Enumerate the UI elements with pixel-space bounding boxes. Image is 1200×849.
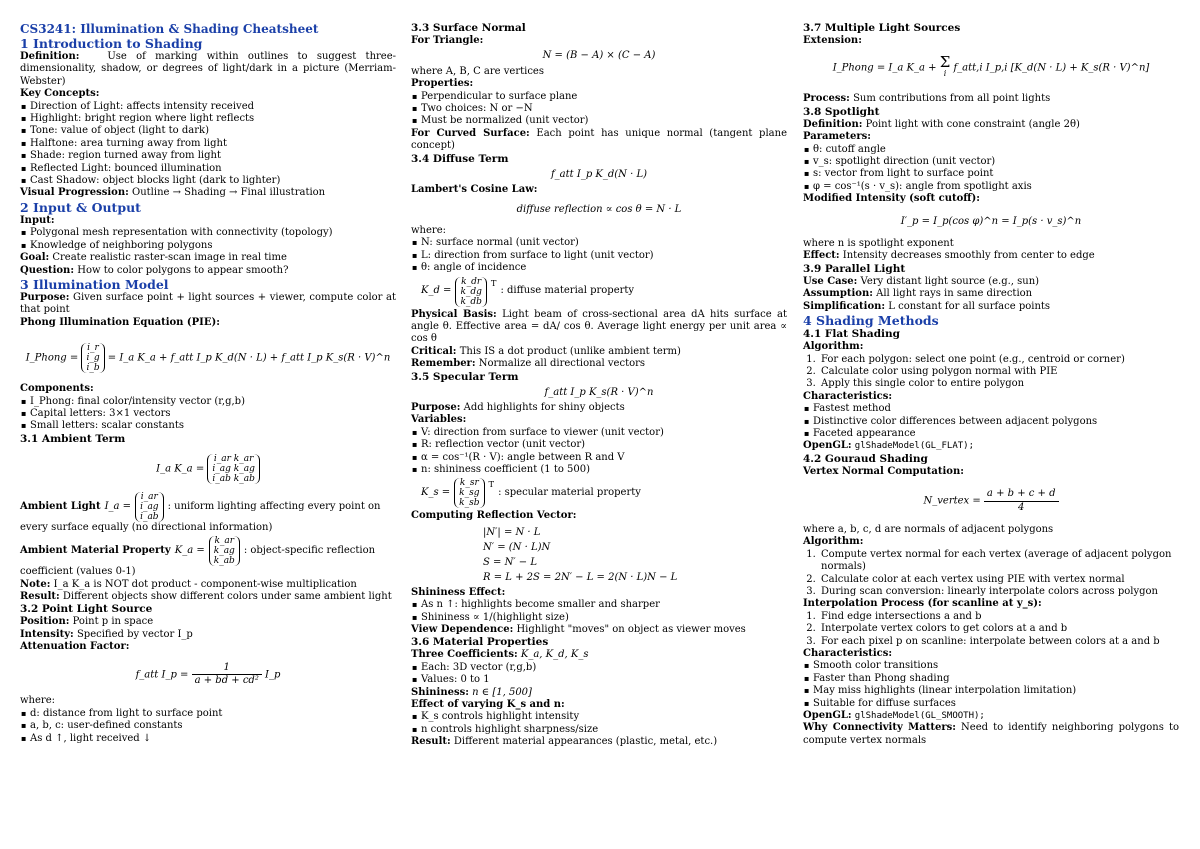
label: Input:: [20, 214, 55, 226]
paragraph: Simplification: L constant for all surface points: [803, 300, 1051, 312]
paragraph: coefficient (values 0-1): [20, 566, 136, 578]
equation-specular: f_att I_p K_s(R · V)^n: [544, 386, 654, 398]
list-item: ▪ v_s: spotlight direction (unit vector): [813, 156, 1179, 168]
list-item: 3. For each pixel p on scanline: interpolate between colors at a and b: [819, 636, 1179, 648]
matrix: [207, 454, 259, 484]
list-item: ▪ Highlight: bright region where light reflects: [30, 113, 396, 125]
subsection-heading: 3.5 Specular Term: [411, 370, 519, 383]
numbered-list: [803, 611, 1179, 648]
equation-line: S = N′ − L: [483, 556, 537, 568]
matrix-entry: k_sr: [459, 478, 479, 489]
list-item: ▪ n controls highlight sharpness/size: [421, 724, 787, 736]
label: Modified Intensity (soft cutoff):: [803, 193, 980, 205]
list-item: ▪ a, b, c: user-defined constants: [30, 720, 396, 732]
equation-normal: N = (B − A) × (C − A): [542, 50, 656, 62]
matrix-entry: k_ar: [214, 536, 235, 547]
label: Parameters:: [803, 131, 871, 143]
label: Algorithm:: [803, 536, 864, 548]
list-item: 2. Calculate color at each vertex using PIE with vertex normal: [819, 574, 1179, 586]
bullet-list: [411, 662, 787, 687]
paragraph: Visual Progression: Outline → Shading → Final illustration: [20, 187, 326, 199]
label: Components:: [20, 383, 94, 395]
matrix: [455, 277, 486, 307]
label: Characteristics:: [803, 648, 893, 660]
subsection-heading: 3.4 Diffuse Term: [411, 152, 509, 165]
matrix-entry: k_dg: [460, 286, 482, 297]
paragraph: every surface equally (no directional information): [20, 521, 273, 533]
matrix-entry: i_ag k_ag: [212, 463, 255, 474]
bullet-list: [803, 144, 1179, 194]
paragraph: Ambient Material Property K_a = k_ar k_ag k_ab : object-specific reflection: [20, 536, 376, 567]
list-item: 2. Calculate color using polygon normal with PIE: [819, 366, 1179, 378]
kd-definition: K_d = k_dr k_dg k_db $^T$ : diffuse material property: [421, 276, 635, 307]
paragraph: Three Coefficients: K_a, K_d, K_s: [411, 649, 589, 661]
subsection-heading: 4.2 Gouraud Shading: [803, 452, 928, 465]
equation-spotlight: I′_p = I_p(cos φ)^n = I_p(s · v_s)^n: [900, 215, 1082, 227]
list-item: ▪ N: surface normal (unit vector): [421, 237, 787, 249]
paragraph: Result: Different material appearances (plastic, metal, etc.): [411, 736, 718, 748]
paragraph: Process: Sum contributions from all point lights: [803, 93, 1051, 105]
list-item: 3. During scan conversion: linearly interpolate colors across polygon: [819, 586, 1179, 598]
matrix-entry: k_ab: [213, 556, 235, 567]
list-item: ▪ Suitable for diffuse surfaces: [813, 698, 1179, 710]
equation-ambient: I_a K_a = i_ar k_ar i_ag k_ag i_ab k_ab: [20, 454, 396, 484]
list-item: ▪ Distinctive color differences between adjacent polygons: [813, 416, 1179, 428]
list-item: ▪ As n ↑: highlights become smaller and sharper: [421, 599, 787, 611]
equation-multiple-lights: I_Phong = I_a K_a + Σ i f_att,i I_p,i [K_d(N · L) + K_s(R · V)^n]: [832, 53, 1150, 79]
numbered-list: [803, 549, 1179, 599]
list-item: ▪ s: vector from light to surface point: [813, 168, 1179, 180]
matrix-entry: k_sb: [459, 498, 480, 509]
equation-block-reflection: [411, 525, 787, 585]
label: Computing Reflection Vector:: [411, 510, 577, 522]
matrix-entry: i_b: [86, 363, 100, 374]
list-item: ▪ Must be normalized (unit vector): [421, 115, 787, 127]
paragraph: Purpose: Given surface point + light sources + viewer, compute color at that point: [20, 291, 396, 316]
bullet-list: [411, 599, 787, 624]
matrix: [209, 536, 240, 566]
column-2: [411, 22, 787, 749]
paragraph: Goal: Create realistic raster-scan image in real time: [20, 252, 287, 264]
document-title: CS3241: Illumination & Shading Cheatsheet: [20, 22, 319, 36]
equation-line: |N′| = N · L: [483, 526, 541, 538]
matrix-entry: k_ag: [213, 546, 235, 557]
bullet-list: [803, 660, 1179, 710]
bullet-list: [20, 227, 396, 252]
list-item: ▪ Knowledge of neighboring polygons: [30, 240, 396, 252]
matrix-entry: k_db: [460, 296, 482, 307]
label: Attenuation Factor:: [20, 641, 130, 653]
paragraph: Use Case: Very distant light source (e.g., sun): [803, 275, 1040, 287]
label: Characteristics:: [803, 390, 893, 402]
equation-lambert: diffuse reflection ∝ cos θ = N · L: [516, 204, 682, 216]
label: where:: [411, 224, 446, 236]
label: Variables:: [411, 414, 467, 426]
label: Properties:: [411, 78, 474, 90]
paragraph: Question: How to color polygons to appear smooth?: [20, 264, 289, 276]
list-item: ▪ As d ↑, light received ↓: [30, 733, 396, 745]
list-item: ▪ Smooth color transitions: [813, 660, 1179, 672]
paragraph: Position: Point p in space: [20, 616, 154, 628]
label: Extension:: [803, 35, 862, 46]
list-item: ▪ L: direction from surface to light (unit vector): [421, 250, 787, 262]
equation-attenuation: f_att I_p = $\frac{1}{\text{a + bd + cd²}}$ I_p: [135, 661, 281, 686]
bullet-list: [803, 403, 1179, 440]
paragraph: Remember: Normalize all directional vectors: [411, 358, 646, 370]
list-item: ▪ Polygonal mesh representation with connectivity (topology): [30, 227, 396, 239]
paragraph: View Dependence: Highlight "moves" on object as viewer moves: [411, 624, 746, 635]
list-item: ▪ Two choices: N or −N: [421, 103, 787, 115]
paragraph: where n is spotlight exponent: [803, 238, 954, 250]
list-item: ▪ Reflected Light: bounced illumination: [30, 163, 396, 175]
matrix-entry: i_ag: [140, 501, 159, 512]
matrix-entry: i_ab k_ab: [212, 473, 255, 484]
equation-diffuse: f_att I_p K_d(N · L): [550, 168, 647, 180]
list-item: 2. Interpolate vertex colors to get colors at a and b: [819, 623, 1179, 635]
paragraph: where a, b, c, d are normals of adjacent polygons: [803, 523, 1054, 535]
paragraph: Critical: This IS a dot product (unlike ambient term): [411, 345, 681, 357]
equation-line: N′ = (N · L)N: [483, 541, 551, 553]
paragraph: Physical Basis: Light beam of cross-sectional area dA hits surface at angle θ. Effective area = dA/ cos θ. Average light energy per unit area ∝ cos θ: [411, 308, 787, 345]
label: Vertex Normal Computation:: [803, 465, 964, 477]
label: Key Concepts:: [20, 88, 100, 100]
matrix: [81, 343, 104, 373]
label: Effect of varying K_s and n:: [411, 699, 565, 711]
bullet-list: [20, 708, 396, 745]
list-item: ▪ Each: 3D vector (r,g,b): [421, 662, 787, 674]
paragraph: Definition: Point light with cone constraint (angle 2θ): [803, 118, 1080, 130]
matrix-entry: i_ar k_ar: [213, 453, 254, 464]
matrix: [454, 478, 484, 508]
section-heading: 3 Illumination Model: [20, 276, 169, 292]
list-item: ▪ Direction of Light: affects intensity received: [30, 101, 396, 113]
label: Algorithm:: [803, 341, 864, 353]
matrix-entry: i_g: [86, 353, 100, 364]
label: Shininess Effect:: [411, 586, 506, 598]
bullet-list: [20, 101, 396, 188]
numbered-list: [803, 354, 1179, 391]
list-item: ▪ Shade: region turned away from light: [30, 150, 396, 162]
bullet-list: [20, 396, 396, 433]
label: Lambert's Cosine Law:: [411, 184, 538, 196]
list-item: ▪ I_Phong: final color/intensity vector (r,g,b): [30, 396, 396, 408]
list-item: ▪ θ: cutoff angle: [813, 144, 1179, 156]
paragraph: Intensity: Specified by vector I_p: [20, 628, 193, 640]
equation-pie: I_Phong = i_r i_g i_b = I_a K_a + f_att I_p K_d(N · L) + f_att I_p K_s(R · V)^n: [25, 343, 391, 374]
column-1: [20, 22, 396, 745]
list-item: ▪ Perpendicular to surface plane: [421, 91, 787, 103]
paragraph: Purpose: Add highlights for shiny objects: [411, 401, 625, 413]
bullet-list: [411, 427, 787, 477]
list-item: ▪ R: reflection vector (unit vector): [421, 439, 787, 451]
paragraph: Effect: Intensity decreases smoothly from center to edge: [803, 250, 1095, 262]
subsection-heading: 3.3 Surface Normal: [411, 22, 526, 34]
subsection-heading: 3.7 Multiple Light Sources: [803, 22, 961, 34]
subsection-heading: 3.1 Ambient Term: [20, 432, 126, 445]
list-item: ▪ φ = cos⁻¹(s · v_s): angle from spotlight axis: [813, 181, 1179, 193]
list-item: ▪ Capital letters: 3×1 vectors: [30, 408, 396, 420]
section-heading: 4 Shading Methods: [803, 313, 939, 329]
subsection-heading: 3.2 Point Light Source: [20, 603, 153, 616]
paragraph: Result: Different objects show different colors under same ambient light: [20, 590, 392, 602]
label: Interpolation Process (for scanline at y_s):: [803, 598, 1042, 610]
list-item: ▪ May miss highlights (linear interpolation limitation): [813, 685, 1179, 697]
matrix-entry: k_dr: [461, 276, 482, 287]
paragraph: where A, B, C are vertices: [411, 65, 544, 77]
list-item: ▪ Cast Shadow: object blocks light (dark to lighter): [30, 175, 396, 187]
column-3: [803, 22, 1179, 747]
matrix-entry: i_ab: [140, 511, 159, 522]
list-item: ▪ Small letters: scalar constants: [30, 420, 396, 432]
paragraph: Ambient Light I_a = i_ar i_ag i_ab : uniform lighting affecting every point on: [20, 491, 381, 522]
bullet-list: [411, 237, 787, 274]
subsection-heading: 4.1 Flat Shading: [803, 328, 901, 341]
label: where:: [20, 695, 55, 707]
list-item: ▪ Shininess ∝ 1/(highlight size): [421, 612, 787, 624]
paragraph: Note: I_a K_a is NOT dot product - component-wise multiplication: [20, 578, 357, 590]
matrix-entry: i_r: [87, 343, 99, 354]
list-item: ▪ V: direction from surface to viewer (unit vector): [421, 427, 787, 439]
matrix-entry: k_sg: [459, 488, 480, 499]
label: For Triangle:: [411, 35, 484, 46]
list-item: ▪ K_s controls highlight intensity: [421, 711, 787, 723]
paragraph: Shininess: n ∈ [1, 500]: [411, 686, 532, 698]
list-item: ▪ d: distance from light to surface point: [30, 708, 396, 720]
list-item: ▪ Faster than Phong shading: [813, 673, 1179, 685]
subsection-heading: 3.9 Parallel Light: [803, 262, 906, 275]
list-item: 3. Apply this single color to entire polygon: [819, 378, 1179, 390]
list-item: ▪ Tone: value of object (light to dark): [30, 125, 396, 137]
list-item: ▪ Values: 0 to 1: [421, 674, 787, 686]
section-heading: 1 Introduction to Shading: [20, 36, 203, 51]
paragraph: Why Connectivity Matters: Need to identify neighboring polygons to compute vertex normals: [803, 722, 1180, 746]
list-item: ▪ θ: angle of incidence: [421, 262, 787, 274]
equation-line: R = L + 2S = 2N′ − L = 2(N · L)N − L: [483, 571, 678, 583]
list-item: ▪ Fastest method: [813, 403, 1179, 415]
paragraph: OpenGL: glShadeModel(GL_SMOOTH);: [803, 710, 985, 722]
paragraph: For Curved Surface: Each point has unique normal (tangent plane concept): [411, 127, 787, 152]
paragraph: Assumption: All light rays in same direction: [803, 288, 1033, 300]
paragraph: Definition: Use of marking within outlines to suggest three-dimensionality, shadow, or degrees of light/dark in a picture (Merriam-Webster): [20, 51, 396, 87]
list-item: ▪ Halftone: area turning away from light: [30, 138, 396, 150]
list-item: ▪ α = cos⁻¹(R · V): angle between R and V: [421, 452, 787, 464]
list-item: 1. Find edge intersections a and b: [819, 611, 1179, 623]
bullet-list: [411, 711, 787, 736]
bullet-list: [411, 91, 787, 128]
ks-definition: K_s = k_sr k_sg k_sb $^T$ : specular material property: [421, 478, 641, 509]
subsection-heading: 3.8 Spotlight: [803, 105, 880, 118]
label: Phong Illumination Equation (PIE):: [20, 316, 220, 328]
paragraph: OpenGL: glShadeModel(GL_FLAT);: [803, 440, 975, 452]
matrix: [135, 492, 164, 522]
list-item: ▪ n: shininess coefficient (1 to 500): [421, 464, 787, 476]
matrix-entry: i_ar: [140, 491, 158, 502]
equation-vertex-normal: N_vertex = $\frac{a + b + c + d}{4}$: [803, 488, 1179, 514]
section-heading: 2 Input & Output: [20, 199, 141, 215]
list-item: ▪ Faceted appearance: [813, 428, 1179, 440]
list-item: 1. For each polygon: select one point (e.g., centroid or corner): [819, 354, 1179, 366]
subsection-heading: 3.6 Material Properties: [411, 636, 549, 649]
list-item: 1. Compute vertex normal for each vertex (average of adjacent polygon normals): [819, 549, 1179, 574]
